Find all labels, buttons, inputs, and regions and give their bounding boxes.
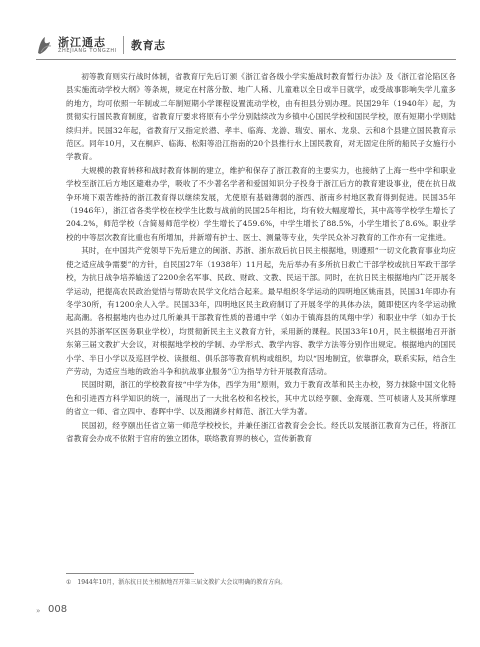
logo <box>36 34 118 56</box>
footnote <box>66 578 456 587</box>
body-text <box>66 70 456 445</box>
logo-subtitle: ZHEJIANG TONGZHI <box>58 48 117 54</box>
paragraph: 民国时期，浙江的学校教育按“中学为体，西学为用”原则，致力于教育改革和民主办校，努力抹除中国文化特色和引进西方科学知识的统一，涌现出了一大批名校和名校长，其中尤以经亨颐、金海观、竺可桢诸人及其所掌理的省立一师、省立四中、春晖中学、以及湘湖乡村师范、浙江大学为著。 <box>66 380 456 417</box>
footnote-text: 1944年10月，浙东抗日民主根据地召开第三届文教扩大会议明确的教育方向。 <box>77 579 287 586</box>
section-title: 教育志 <box>131 39 166 52</box>
page-footer <box>36 604 156 618</box>
page-arrow-icon: » <box>36 607 41 615</box>
page-number: 008 <box>48 604 68 615</box>
paragraph: 其时，在中国共产党领导下先后建立的闽浙、苏浙、浙东敌后抗日民主根据地，则遵照“一切文化教育事业均应使之适应战争需要”的方针，自民国27年（1938年）11月起，先后举办有多所抗日救亡干部学校或抗日军政干部学校，为抗日战争培养输送了2200余名军事、民政、财政、文教、民运干部。同时，在抗日民主根据地内广泛开展冬学运动，把提高农民政治觉悟与帮助农民学文化结合起来。最早组织冬学运动的四明地区姚南县，民国31年即办有冬学30所，有1200余人入学。民国33年，四明地区民主政府制订了开展冬学的具体办法，随即使区内冬学运动掀起高潮。各根据地内也办过几所兼具干部教育性质的普通中学（如办于镇海县的凤翔中学）和职业中学（如办于长兴县的苏浙军区医务职业学校），均贯彻新民主主义教育方针，采用新的课程。民国33年10月，民主根据地召开浙东第三届文教扩大会议，对根据地学校的学制、办学形式、教学内容、教学方法等分别作出规定。根据地内的国民小学、半日小学以及巡回学校、读报组、俱乐部等教育机构或组织，均以“因地制宜，依靠群众，联系实际，结合生产劳动，为适应当地的政治斗争和抗战事业服务”①为指导方针开展教育活动。 <box>66 246 456 376</box>
page-header <box>0 0 480 66</box>
paragraph: 大规模的教育转移和战时教育体制的建立，维护和保存了浙江教育的主要实力，也接纳了上海一些中学和职业学校至浙江后方地区避难办学，吸收了不少著名学者和爱国知识分子投身于浙江后方的教育建设事业，使在抗日战争环境下艰苦维持的浙江教育得以继续发展，尤使原有基础薄弱的浙西、浙南乡村地区教育得到促进。民国35年（1946年），浙江省各类学校在校学生比数与战前的民国25年相比，均有较大幅度增长，其中高等学校学生增长了204.2%，师范学校（含简易师范学校）学生增长了459.6%，中学生增长了88.5%，小学生增长了8.6%。职业学校的中等层次教育比重也有所增加，并新增有护士、医士、测量等专业，失学民众补习教育的工作亦有一定推进。 <box>66 165 456 242</box>
logo-title: 浙江通志 <box>58 36 106 49</box>
footnote-rule <box>66 573 194 574</box>
footnote-mark: ① <box>66 579 72 586</box>
header-rule <box>36 59 456 60</box>
logo-mark-icon <box>36 34 54 56</box>
header-divider <box>123 36 124 54</box>
paragraph: 民国初，经亨颐出任省立第一师范学校校长，并兼任浙江省教育会会长。经氏以发展浙江教育为己任，将浙江省教育会办成不依附于官府的独立团体，联络教育界的核心，宣传新教育 <box>66 420 456 443</box>
paragraph: 初等教育则实行战时体制，省教育厅先后订颁《浙江省各级小学实施战时教育暂行办法》及《浙江省沦陷区各县实施流动学校大纲》等条规，规定在村落分散、地广人稀、儿童难以全日或半日就学，或受战事影响失学儿童多的地方，均可依照一年制或二年制短期小学课程设置流动学校，由有担县分别办理。民国29年（1940年）起，为贯彻实行国民教育制度，省教育厅要求将原有小学分别陆续改为乡镇中心国民学校和国民学校，原有短期小学则陆续归并。民国32年起，省教育厅又指定於潜、孝丰、临海、龙游、瑞安、丽水、龙泉、云和8个县建立国民教育示范区。同年10月，又在桐庐、临海、松阳等沿江指南的20个县推行水上国民教育，对无固定住所的船民子女施行小学教育。 <box>66 72 456 162</box>
